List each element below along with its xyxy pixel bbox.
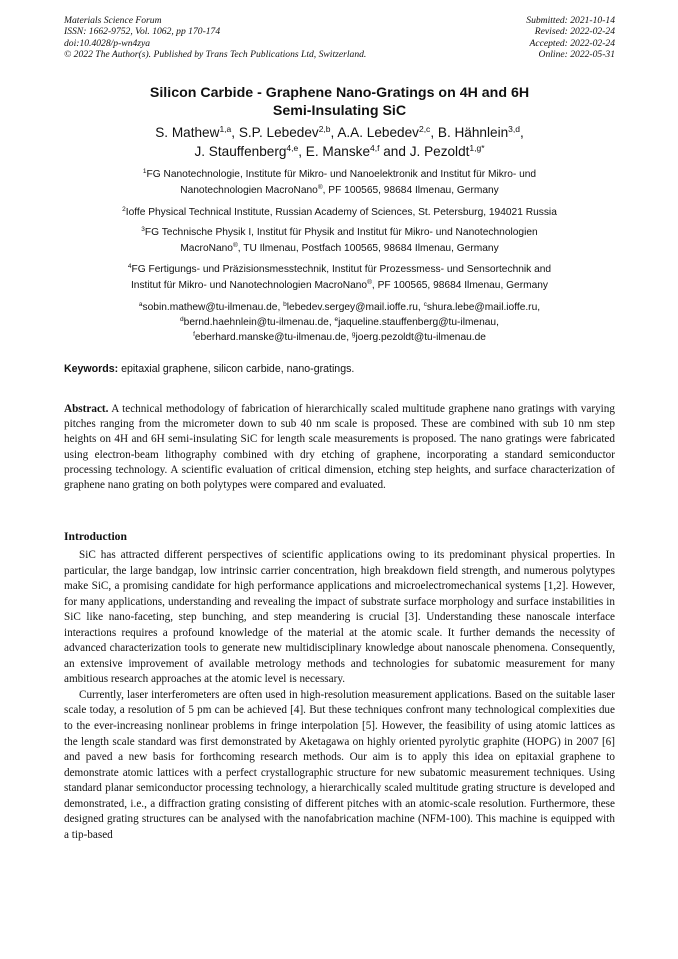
- affiliation-text: FG Nanotechnologie, Institute für Mikro- und Nanoelektronik and Institut für Mikro- und: [146, 169, 537, 180]
- affiliation-number: 3: [141, 226, 145, 233]
- affiliation-line: [64, 225, 615, 241]
- email-line: [64, 330, 615, 345]
- email-link[interactable]: bernd.haehnlein@tu-ilmenau.de,: [183, 317, 332, 328]
- doi: doi:10.4028/p-wn4zya: [64, 37, 151, 49]
- keywords-label: Keywords:: [64, 363, 119, 375]
- copyright: © 2022 The Author(s). Published by Trans Tech Publications Ltd, Switzerland.: [64, 49, 367, 61]
- author-line: J. Stauffenberg$^{4,e}$, E. Manske$^{4,f}$ and J. Pezoldt$^{1,g*}$: [194, 142, 485, 159]
- email-link[interactable]: sobin.mathew@tu-ilmenau.de,: [142, 302, 281, 313]
- abstract: [64, 402, 615, 493]
- header-row: [64, 26, 615, 37]
- affiliation-2: [64, 205, 615, 221]
- email-marker: a: [138, 301, 143, 308]
- title-line: Semi-Insulating SiC: [272, 102, 407, 119]
- registered-mark: ®: [232, 242, 238, 249]
- author-conjunction: and: [383, 143, 406, 159]
- affiliation-text: , TU Ilmenau, Postfach 100565, 98684 Ilmenau, Germany: [237, 243, 499, 254]
- affiliation-line: [64, 241, 615, 257]
- keywords-text: epitaxial graphene, silicon carbide, nano-gratings.: [121, 363, 355, 375]
- abstract-label: Abstract.: [64, 403, 109, 415]
- affiliation-text: MacroNano: [180, 243, 233, 254]
- email-link[interactable]: eberhard.manske@tu-ilmenau.de,: [194, 332, 350, 343]
- introduction-heading: Introduction: [64, 530, 127, 543]
- accepted-date: Accepted: 2022-02-24: [529, 37, 615, 49]
- paper-title: [64, 85, 615, 120]
- author-name: B. Hähnlein: [437, 125, 509, 140]
- affiliation-3: [64, 225, 615, 257]
- header-row: [64, 15, 615, 26]
- keywords: [64, 362, 615, 376]
- author-name: A.A. Lebedev: [337, 125, 419, 140]
- body-paragraph: SiC has attracted different perspectives of scientific applications owing to its predominant physical properties. In particular, the large bandgap, low intrinsic carrier concentration, high breakdown field strength, and numerous polytypes make SiC, a promising candidate for high performance applications and microelectromechanical systems [1,2]. However, for many applications, understanding and revealing the impact of substrate surface morphology and surface instabilities in SiC like nano-faceting, step bunching, and step meandering is crucial [3]. Understanding these nanoscale interface interactions requires a profound knowledge of the material at the atomic scale. It further demands the necessity of advanced characterization tools to generate new multidisciplinary knowledge about nanoscale phenomena. Consequently, an extensive improvement of available metrology methods and technologies for subatomic measurement for many ambitious research approaches at the atomic level is necessary.: [64, 549, 615, 686]
- email-line: [64, 315, 615, 330]
- email-link[interactable]: shura.lebe@mail.ioffe.ru,: [426, 302, 541, 313]
- online-date: Online: 2022-05-31: [538, 49, 615, 61]
- author-name: J. Stauffenberg: [194, 143, 287, 159]
- affiliation-1: [64, 167, 615, 199]
- email-link[interactable]: jaqueline.stauffenberg@tu-ilmenau,: [338, 317, 499, 328]
- affiliation-line: [64, 167, 615, 183]
- email-marker: d: [180, 316, 184, 323]
- author-superscript: 4,e: [286, 142, 299, 153]
- revised-date: Revised: 2022-02-24: [534, 26, 615, 38]
- issn: ISSN: 1662-9752, Vol. 1062, pp 170-174: [64, 26, 221, 38]
- author-name: S. Mathew: [155, 125, 220, 140]
- author-line: S. Mathew$^{1,a}$, S.P. Lebedev$^{2,b}$, A.A. Lebedev$^{2,c}$, B. Hähnlein$^{3,d}$,: [155, 124, 524, 140]
- title-line: Silicon Carbide - Graphene Nano-Gratings on 4H and 6H: [149, 85, 530, 101]
- author-name: S.P. Lebedev: [238, 125, 319, 140]
- author-superscript: 3,d: [508, 124, 520, 134]
- email-list: [64, 300, 615, 345]
- journal-name: Materials Science Forum: [64, 15, 162, 26]
- author-superscript: 2,b: [318, 124, 331, 134]
- email-line: [64, 300, 615, 315]
- publication-header: [64, 15, 615, 61]
- affiliation-line: [64, 262, 615, 278]
- affiliation-text: Institut für Mikro- und Nanotechnologien MacroNano: [130, 280, 368, 291]
- submitted-date: Submitted: 2021-10-14: [526, 15, 615, 26]
- affiliation-text: FG Fertigungs- und Präzisionsmesstechnik, Institut für Prozessmess- und Sensortechnik and: [131, 264, 552, 275]
- affiliation-text: FG Technische Physik I, Institut für Physik and Institut für Mikro- und Nanotechnologien: [144, 227, 538, 238]
- email-marker: g: [351, 331, 356, 338]
- abstract-text: A technical methodology of fabrication of hierarchically scaled multitude graphene nano gratings with varying pitches ranging from the micrometer down to sub 40 nm scale is proposed. These are combined with sub 10 nm step heights on 4H and 6H semi-insulating SiC for length scale measurements is proposed. The nano gratings were fabricated using electron-beam lithography combined with dry etching of graphene, incorporating a standard semiconductor processing technology. A scientific evaluation of critical dimension, etching step heights, and surface characterization of graphene nano grating on both polytypes were compared and evaluated.: [64, 403, 615, 492]
- affiliation-line: [64, 205, 615, 221]
- header-row: [64, 49, 615, 60]
- affiliation-text: , PF 100565, 98684 Ilmenau, Germany: [322, 185, 499, 196]
- email-link[interactable]: lebedev.sergey@mail.ioffe.ru,: [286, 302, 421, 313]
- registered-mark: ®: [367, 279, 372, 286]
- author-name: E. Manske: [305, 143, 371, 159]
- author-list: [64, 124, 615, 161]
- header-row: [64, 38, 615, 49]
- author-superscript: 2,c: [418, 124, 431, 134]
- author-superscript: 4,f: [370, 142, 380, 153]
- affiliation-4: [64, 262, 615, 294]
- email-marker: b: [283, 301, 287, 308]
- email-marker: c: [423, 301, 427, 308]
- body-paragraph: Currently, laser interferometers are often used in high-resolution measurement applications. Based on the suitable laser scale today, a resolution of 5 pm can be achieved [4]. But these techniques confront many technological complexities due to the ever-increasing nonlinear problems in fringe interpolation [5]. However, the feasibility of using atomic lattices as the length scale standard was first demonstrated by Aketagawa on highly oriented pyrolytic graphite (HOPG) in 2007 [6] and paved a new basis for forthcoming research methods. Our aim is to apply this idea on epitaxial graphene to demonstrate atomic lattices with a perfect crystallographic structure for new subatomic measurement techniques. Using standard planar semiconductor processing technology, a hierarchically scaled multitude grating structure is developed and demonstrated, i.e., a diffraction grating consisting of different pitches with an atomic-scale resolution. Furthermore, these designed grating structures can be analysed with the nanofabrication machine (NFM-100). This machine is equipped with a tip-based: [64, 688, 615, 841]
- affiliation-line: [64, 278, 615, 294]
- author-name: J. Pezoldt: [409, 143, 470, 159]
- email-marker: e: [334, 316, 339, 323]
- author-superscript: 1,g*: [469, 142, 485, 153]
- author-superscript: 1,a: [219, 124, 232, 134]
- email-marker: f: [193, 331, 195, 338]
- email-link[interactable]: joerg.pezoldt@tu-ilmenau.de: [355, 332, 486, 343]
- affiliation-number: 4: [127, 263, 132, 270]
- affiliation-number: 2: [122, 206, 126, 213]
- affiliation-text: Ioffe Physical Technical Institute, Russian Academy of Sciences, St. Petersburg, 194021 Russia: [125, 207, 557, 218]
- introduction-body: [64, 548, 615, 843]
- affiliation-text: Nanotechnologien MacroNano: [180, 185, 318, 196]
- affiliation-text: , PF 100565, 98684 Ilmenau, Germany: [371, 280, 549, 291]
- registered-mark: ®: [317, 184, 323, 191]
- affiliation-number: 1: [142, 168, 147, 175]
- affiliation-line: [64, 183, 615, 199]
